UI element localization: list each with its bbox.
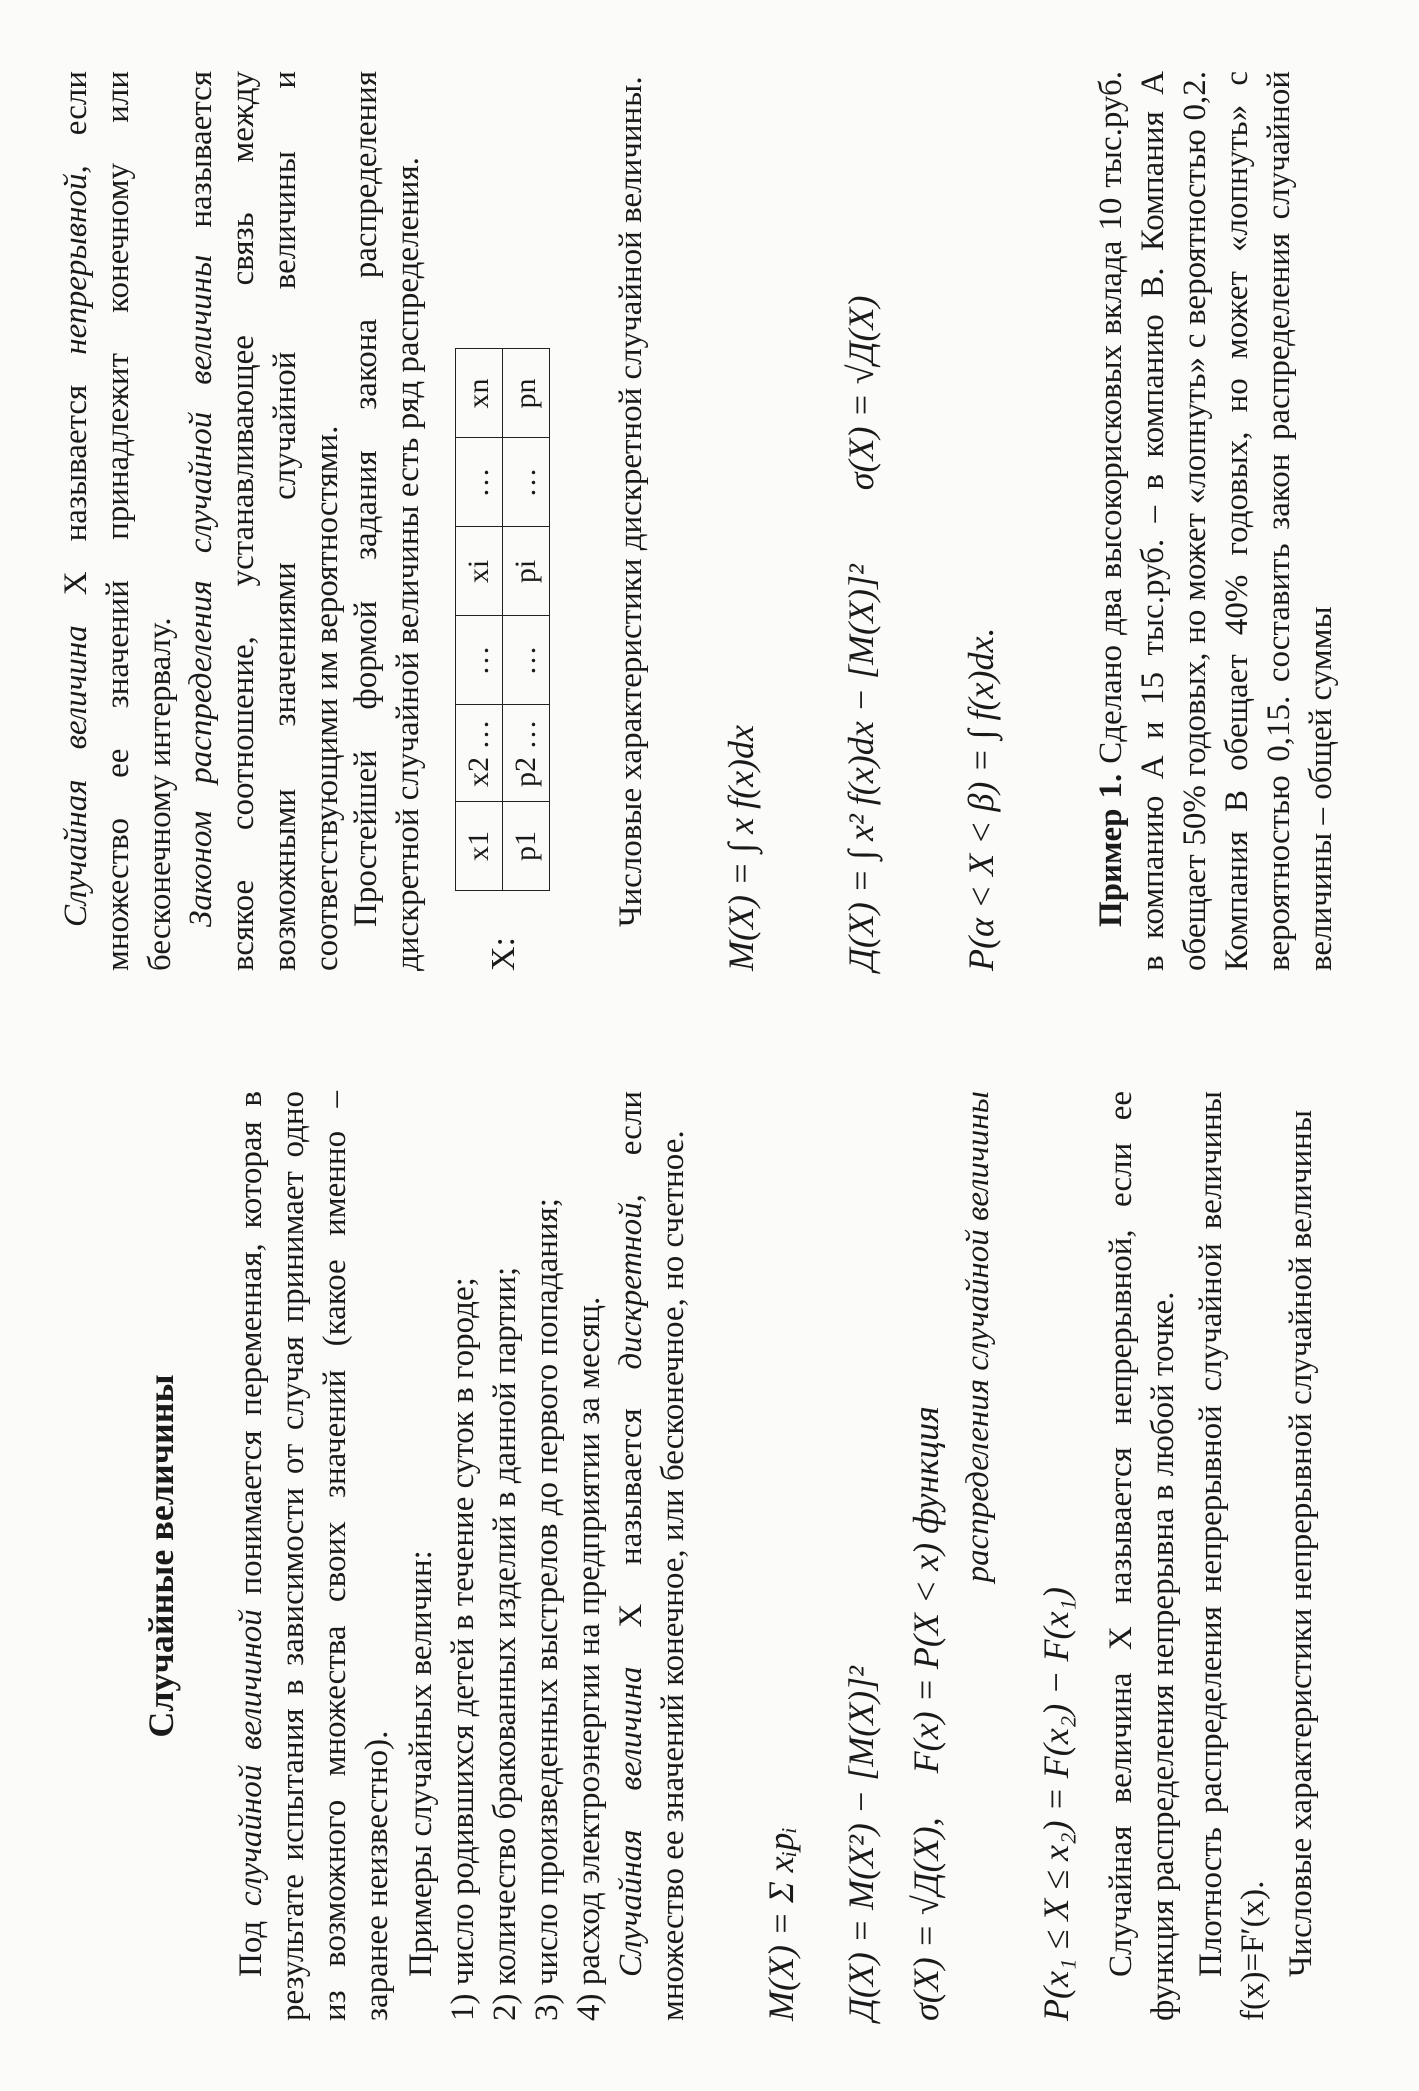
formula-mean-continuous: M(X) = ∫ x f(x)dx [721,724,761,971]
right-column [0,71,1419,971]
discrete-word: дискретной, [613,1194,649,1370]
table-cell: xi [456,527,503,616]
table-cell: x1 [456,802,503,891]
table-cell: p2 … [503,705,550,802]
def-text-post: понимается переменная, которая в результате испытания в зависимости от случая принимает одно из возможного множества своих значений (какое именно – заранее неизвестно). [233,1090,395,2021]
def-text-pre: Под [233,1906,269,1977]
simplest-form-text: Простейшей формой задания закона распределения дискретной случайной величины есть ряд распределения. [348,71,426,971]
simplest-form-paragraph [345,71,429,971]
formula-variance-continuous: Д(X) = ∫ x² f(x)dx − [M(X)]² [841,564,881,971]
numchar-discrete [610,71,652,971]
formula-sigma-continuous: σ(X) = √Д(X) [841,295,881,491]
example-paragraph [1090,71,1342,971]
distribution-law-term: Законом распределения случайной величины [183,254,219,927]
formula-distribution-function: F(x) = P(X < x) функция [906,1406,946,1774]
discrete-post: если множество ее значений конечное, или бесконечное, но счетное. [613,1091,691,2021]
distribution-series [455,71,555,971]
formula-row-variance-sigma [840,71,882,971]
example-label: Пример 1. [1093,773,1129,927]
continuous-definition-right [55,71,181,971]
discrete-definition [610,1091,694,2021]
table-cell: pi [503,527,550,616]
list-item: 4) расход электроэнергии на предприятии за месяц. [571,1296,607,2021]
left-column [0,1091,1419,2021]
density-paragraph [1190,1091,1274,2021]
density-text: Плотность распределения непрерывной случайной величины f(x)=F′(x). [1193,1091,1271,2021]
numchar-continuous [1280,1091,1322,2021]
numchar-continuous-text: Числовые характеристики непрерывной случайной величины [1283,1109,1319,1977]
page-title: Случайные величины [141,1374,181,1738]
continuous-text: Случайная величина X называется непрерывной, если ее функция распределения непрерывна в любой точке. [1103,1091,1181,2021]
continuous-term: Случайная величина [58,625,94,927]
list-item: 2) количество бракованных изделий в данной партии; [487,1266,523,2021]
list-item: 3) число произведенных выстрелов до первого попадания; [529,1198,565,2021]
distribution-function-note: распределения случайной величины [960,1091,996,1583]
examples-title: Примеры случайных величин: [403,1550,439,1977]
examples-list [442,1091,610,2021]
table-cell: x2 … [456,705,503,802]
table-cell: pn [503,349,550,438]
formula-mean-discrete: M(X) = Σ xᵢpᵢ [761,1826,801,2021]
formula-row-sigma-F [905,1091,947,2021]
def-term: случайной величиной [233,1609,269,1907]
discrete-mid: X называется [613,1369,649,1667]
table-cell: … [503,616,550,705]
table-cell: … [503,438,550,527]
formula-interval-continuous: P(α < X < β) = ∫ f(x)dx. [961,627,1001,971]
table-cell: … [456,438,503,527]
definition-paragraph [230,1091,398,2021]
example-text: Сделано два высокорисковых вклада 10 тыс.руб. в компанию А и 15 тыс.руб. – в компанию В. Компания А обещает 50% годовых, но может «лопнуть» с вероятностью 0,2. Компания В обещает 40% годовых, но может «лопнуть» с вероятностью 0,15. составить закон распределения случайной величины – общей суммы [1093,70,1339,971]
formula-variance-discrete: Д(X) = M(X²) − [M(X)]² [841,1666,881,2021]
table-cell: xn [456,349,503,438]
discrete-term: Случайная величина [613,1666,649,1977]
table-cell: … [456,616,503,705]
continuous-word: непрерывной, [58,165,94,355]
table-label: X: [485,937,522,971]
examples-block [400,1091,610,2021]
distribution-law-definition [180,71,348,971]
distribution-table [455,349,550,892]
continuous-mid: X называется [58,354,94,626]
table-row [456,349,503,891]
formula-interval-probability: P(x₁ ≤ X ≤ x₂) = F(x₂) − F(x₁) [1036,1587,1076,2021]
list-item: 1) число родившихся детей в течение суток в городе; [445,1277,481,2021]
formula-sigma-discrete: σ(X) = √Д(X), [906,1817,946,2021]
table-row [503,349,550,891]
numchar-discrete-text: Числовые характеристики дискретной случайной величины. [613,76,649,927]
continuous-post: если множество ее значений принадлежит конечному или бесконечному интервалу. [58,70,178,971]
table-cell: p1 [503,802,550,891]
continuous-definition [1100,1091,1184,2021]
distribution-law-text: называется всякое соотношение, устанавливающее связь между возможными значениями случайной величины и соответствующими им вероятностями. [183,71,345,971]
